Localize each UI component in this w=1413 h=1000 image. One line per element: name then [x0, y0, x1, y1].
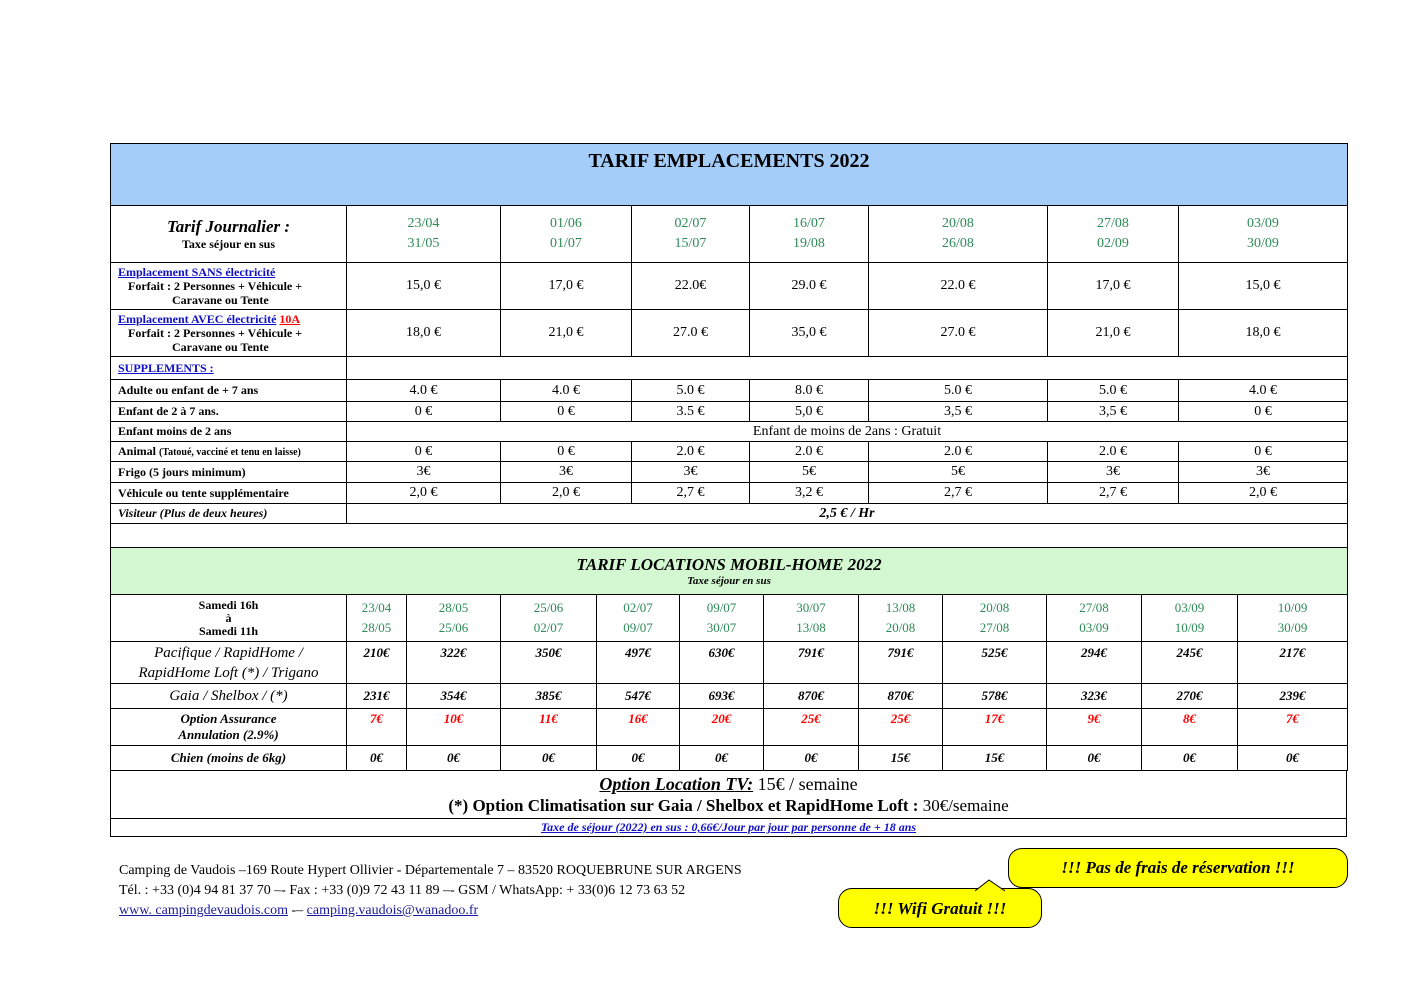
assurance-label: Option Assurance Annulation (2.9%) [111, 709, 347, 746]
price-cell: 2,0 € [501, 483, 632, 504]
price-cell: 18,0 € [347, 310, 501, 357]
price-cell: 385€ [501, 684, 597, 709]
tv-option-price: 15€ / semaine [753, 773, 858, 794]
period-header: 25/06 02/07 [501, 595, 597, 642]
enfant-2-7-label: Enfant de 2 à 7 ans. [111, 402, 347, 422]
price-cell: 2.0 € [1048, 442, 1179, 462]
price-cell: 791€ [859, 642, 943, 684]
clim-option-label: (*) Option Climatisation sur Gaia / Shelbox et RapidHome Loft : [448, 795, 919, 815]
price-cell: 693€ [680, 684, 764, 709]
price-cell: 2,0 € [347, 483, 501, 504]
price-cell: 323€ [1047, 684, 1142, 709]
visiteur-label: Visiteur (Plus de deux heures) [111, 504, 347, 524]
period-header: 13/08 20/08 [859, 595, 943, 642]
price-cell: 0 € [347, 402, 501, 422]
price-cell: 2,7 € [869, 483, 1048, 504]
period-header: 03/09 30/09 [1179, 206, 1348, 263]
price-cell: 3.5 € [632, 402, 750, 422]
wifi-text: !!! Wifi Gratuit !!! [873, 899, 1007, 918]
price-cell: 2,0 € [1179, 483, 1348, 504]
price-cell: 2.0 € [869, 442, 1048, 462]
wifi-bubble-tail [975, 878, 1015, 892]
price-cell: 239€ [1238, 684, 1348, 709]
price-cell: 0€ [501, 746, 597, 771]
period-header: 10/09 30/09 [1238, 595, 1348, 642]
price-cell: 3€ [1179, 462, 1348, 483]
price-cell: 0€ [764, 746, 859, 771]
chien-label: Chien (moins de 6kg) [111, 746, 347, 771]
gaia-label: Gaia / Shelbox / (*) [111, 684, 347, 709]
price-cell: 18,0 € [1179, 310, 1348, 357]
adulte-label: Adulte ou enfant de + 7 ans [111, 380, 347, 402]
price-cell: 217€ [1238, 642, 1348, 684]
tv-option-label: Option Location TV: [599, 773, 754, 794]
reservation-text: !!! Pas de frais de réservation !!! [1061, 858, 1295, 877]
avec-electricite-cell: Emplacement AVEC électricité 10A Forfait : 2 Personnes + Véhicule + Caravane ou Tente [111, 310, 347, 357]
price-cell: 0€ [680, 746, 764, 771]
price-cell: 21,0 € [501, 310, 632, 357]
price-cell: 870€ [859, 684, 943, 709]
price-cell: 22.0€ [632, 263, 750, 310]
price-cell: 15€ [859, 746, 943, 771]
price-cell: 630€ [680, 642, 764, 684]
period-header: 09/07 30/07 [680, 595, 764, 642]
price-cell: 578€ [943, 684, 1047, 709]
tarif-journalier-label: Tarif Journalier : [166, 216, 291, 236]
period-header: 23/04 31/05 [347, 206, 501, 263]
period-header: 20/08 27/08 [943, 595, 1047, 642]
price-cell: 3€ [347, 462, 501, 483]
pacifique-label: Pacifique / RapidHome / RapidHome Loft (*) / Trigano [111, 642, 347, 684]
animal-cell: Animal (Tatoué, vacciné et tenu en laisse) [111, 442, 347, 462]
price-cell: 322€ [407, 642, 501, 684]
price-cell: 9€ [1047, 709, 1142, 746]
price-cell: 4.0 € [501, 380, 632, 402]
price-cell: 4.0 € [347, 380, 501, 402]
website-link[interactable]: www. campingdevaudois.com [119, 903, 288, 918]
price-cell: 16€ [597, 709, 680, 746]
price-cell: 0 € [1179, 442, 1348, 462]
period-header: 16/07 19/08 [750, 206, 869, 263]
price-cell: 245€ [1142, 642, 1238, 684]
price-cell: 294€ [1047, 642, 1142, 684]
price-cell: 17€ [943, 709, 1047, 746]
emplacements-table [110, 143, 1348, 548]
price-cell: 3,5 € [869, 402, 1048, 422]
price-cell: 0€ [597, 746, 680, 771]
price-cell: 0€ [1142, 746, 1238, 771]
price-cell: 7€ [1238, 709, 1348, 746]
sans-electricite-cell: Emplacement SANS électricité Forfait : 2 Personnes + Véhicule + Caravane ou Tente [111, 263, 347, 310]
price-cell: 4.0 € [1179, 380, 1348, 402]
price-cell: 0 € [501, 402, 632, 422]
price-cell: 5€ [869, 462, 1048, 483]
period-header: 02/07 15/07 [632, 206, 750, 263]
email-link[interactable]: camping.vaudois@wanadoo.fr [306, 903, 479, 918]
reservation-bubble [1008, 848, 1348, 888]
avec-electricite-link[interactable]: Emplacement AVEC électricité [118, 312, 277, 326]
options-table [110, 770, 1347, 837]
price-cell: 35,0 € [750, 310, 869, 357]
price-cell: 497€ [597, 642, 680, 684]
footer-separator: -– [288, 903, 307, 918]
price-cell: 25€ [764, 709, 859, 746]
supplements-cell [111, 357, 347, 380]
price-cell: 270€ [1142, 684, 1238, 709]
wifi-bubble [838, 888, 1042, 928]
price-cell: 210€ [347, 642, 407, 684]
price-cell: 17,0 € [501, 263, 632, 310]
price-cell: 791€ [764, 642, 859, 684]
mobilhome-subtitle: Taxe séjour en sus [687, 575, 771, 587]
price-cell: 0€ [347, 746, 407, 771]
samedi-cell: Samedi 16h à Samedi 11h [111, 595, 347, 642]
price-cell: 7€ [347, 709, 407, 746]
period-header: 28/05 25/06 [407, 595, 501, 642]
price-cell: 3,2 € [750, 483, 869, 504]
price-cell: 17,0 € [1048, 263, 1179, 310]
price-cell: 29.0 € [750, 263, 869, 310]
price-cell: 5.0 € [869, 380, 1048, 402]
amperage-badge: 10A [279, 312, 301, 326]
period-header: 27/08 03/09 [1047, 595, 1142, 642]
period-header: 30/07 13/08 [764, 595, 859, 642]
price-cell: 8.0 € [750, 380, 869, 402]
sans-electricite-link[interactable]: Emplacement SANS électricité [118, 265, 276, 279]
period-header: 23/04 28/05 [347, 595, 407, 642]
price-cell: 21,0 € [1048, 310, 1179, 357]
price-cell: 15,0 € [1179, 263, 1348, 310]
price-cell: 5,0 € [750, 402, 869, 422]
price-cell: 525€ [943, 642, 1047, 684]
vehicule-label: Véhicule ou tente supplémentaire [111, 483, 347, 504]
price-cell: 25€ [859, 709, 943, 746]
price-cell: 5.0 € [1048, 380, 1179, 402]
period-header: 02/07 09/07 [597, 595, 680, 642]
price-cell: 3€ [501, 462, 632, 483]
price-cell: 2,7 € [1048, 483, 1179, 504]
footer-address: Camping de Vaudois –169 Route Hypert Ollivier - Départementale 7 – 83520 ROQUEBRUNE SUR ARGENS [119, 863, 742, 878]
price-cell: 5.0 € [632, 380, 750, 402]
footer [119, 861, 742, 921]
price-cell: 27.0 € [869, 310, 1048, 357]
price-cell: 5€ [750, 462, 869, 483]
price-cell: 870€ [764, 684, 859, 709]
clim-option-price: 30€/semaine [918, 795, 1009, 815]
mobilhome-table [110, 547, 1348, 771]
price-cell: 15,0 € [347, 263, 501, 310]
price-cell: 2.0 € [750, 442, 869, 462]
price-cell: 27.0 € [632, 310, 750, 357]
taxe-sejour-note: Taxe de séjour (2022) en sus : 0,66€/Jour par jour par personne de + 18 ans [111, 819, 1347, 837]
taxe-sejour-label: Taxe séjour en sus [181, 236, 276, 251]
enfant-moins-2-label: Enfant moins de 2 ans [111, 422, 347, 442]
tarif-journalier-cell [111, 206, 347, 263]
spacer-row [111, 524, 1348, 548]
price-cell: 547€ [597, 684, 680, 709]
mobilhome-title: TARIF LOCATIONS MOBIL-HOME 2022 [576, 555, 882, 574]
period-header: 03/09 10/09 [1142, 595, 1238, 642]
price-cell: 3,5 € [1048, 402, 1179, 422]
footer-phone: Tél. : +33 (0)4 94 81 37 70 –- Fax : +33 (0)9 72 43 11 89 –- GSM / WhatsApp: + 33(0)6 12 73 63 52 [119, 883, 686, 898]
price-cell: 231€ [347, 684, 407, 709]
price-cell: 0 € [1179, 402, 1348, 422]
price-cell: 8€ [1142, 709, 1238, 746]
price-cell: 10€ [407, 709, 501, 746]
period-header: 20/08 26/08 [869, 206, 1048, 263]
price-cell: 3€ [1048, 462, 1179, 483]
price-cell: 354€ [407, 684, 501, 709]
price-cell: 350€ [501, 642, 597, 684]
price-cell: 0 € [347, 442, 501, 462]
empty-cell [347, 357, 1348, 380]
supplements-link[interactable]: SUPPLEMENTS : [118, 360, 214, 375]
options-cell [111, 771, 1347, 819]
price-cell: 15€ [943, 746, 1047, 771]
price-cell: 0 € [501, 442, 632, 462]
price-cell: 0€ [407, 746, 501, 771]
enfant-gratuit-note: Enfant de moins de 2ans : Gratuit [347, 422, 1348, 442]
price-cell: 3€ [632, 462, 750, 483]
price-cell: 20€ [680, 709, 764, 746]
emplacements-title: TARIF EMPLACEMENTS 2022 [111, 144, 1348, 206]
price-cell: 22.0 € [869, 263, 1048, 310]
period-header: 01/06 01/07 [501, 206, 632, 263]
price-cell: 11€ [501, 709, 597, 746]
price-cell: 0€ [1238, 746, 1348, 771]
visiteur-price: 2,5 € / Hr [347, 504, 1348, 524]
price-cell: 2,7 € [632, 483, 750, 504]
price-cell: 2.0 € [632, 442, 750, 462]
frigo-label: Frigo (5 jours minimum) [111, 462, 347, 483]
price-cell: 0€ [1047, 746, 1142, 771]
mobilhome-header [111, 548, 1348, 595]
period-header: 27/08 02/09 [1048, 206, 1179, 263]
